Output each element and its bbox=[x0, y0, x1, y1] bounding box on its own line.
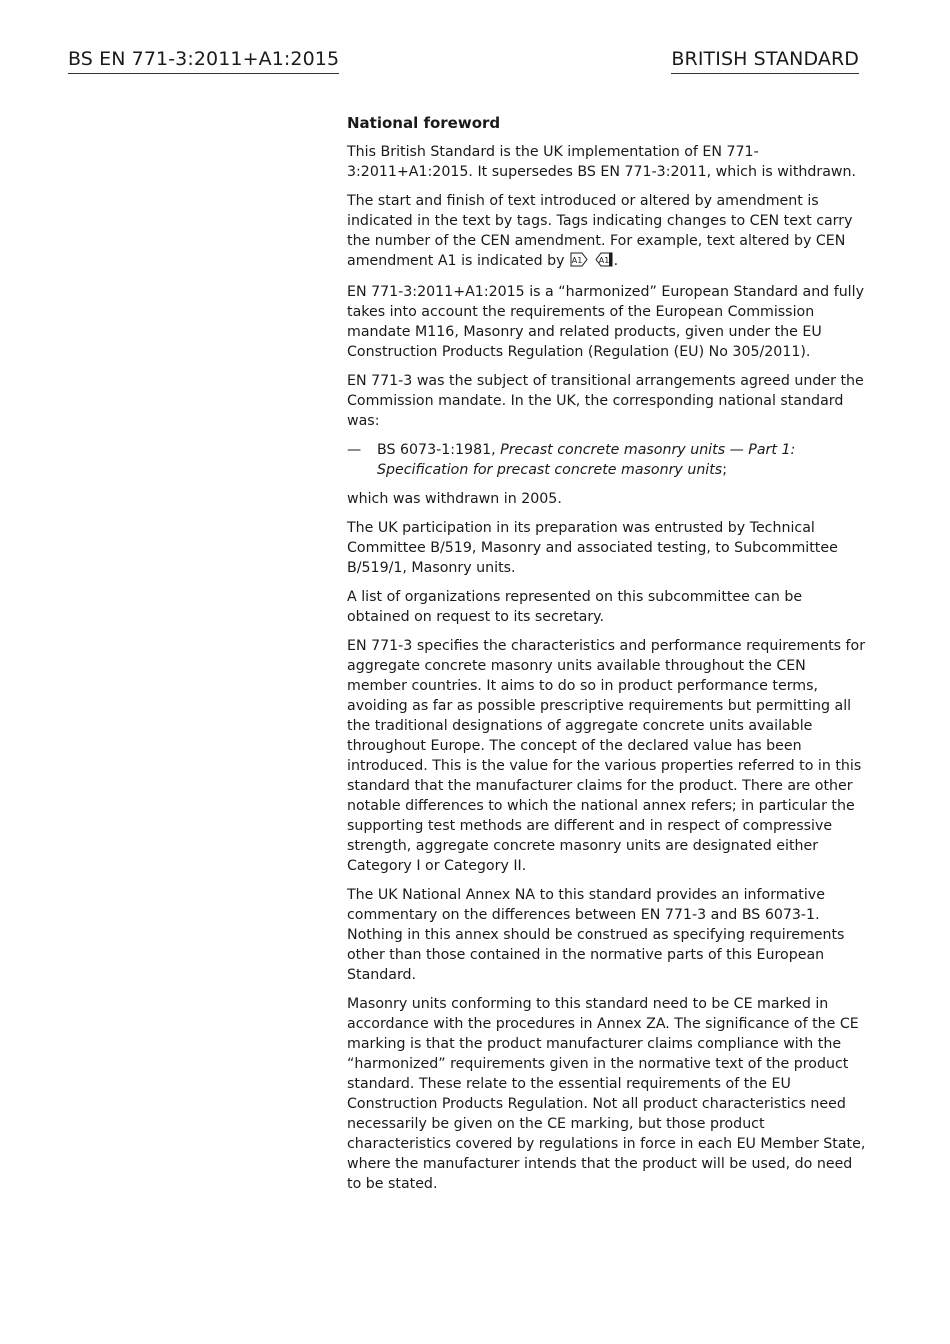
paragraph-national-annex: The UK National Annex NA to this standard provides an informative commentary on the differences between EN 771-3 and BS 6073-1. Nothing in this annex should be construed as specifying requirements other than those contained in the normative parts of this European Standard. bbox=[347, 887, 845, 983]
amendment-start-tag-icon bbox=[570, 252, 588, 273]
svg-text:A1: A1 bbox=[571, 256, 583, 265]
amendment-tags-end: . bbox=[613, 253, 619, 269]
svg-text:A1: A1 bbox=[598, 256, 609, 265]
paragraph-organizations: A list of organizations represented on this subcommittee can be obtained on request to its secretary. bbox=[347, 589, 803, 625]
paragraph-implementation: This British Standard is the UK implementation of EN 771-3:2011+A1:2015. It supersedes BS EN 771-3:2011, which is withdrawn. bbox=[347, 144, 857, 180]
foreword-title: National foreword bbox=[347, 114, 501, 132]
list-standard-title: Precast concrete masonry units — Part 1: Specification for precast concrete masonry units bbox=[377, 442, 796, 478]
header-document-id: BS EN 771-3:2011+A1:2015 bbox=[68, 46, 339, 74]
paragraph-participation: The UK participation in its preparation was entrusted by Technical Committee B/519, Masonry and associated testing, to Subcommittee B/519/1, Masonry units. bbox=[347, 520, 838, 576]
paragraph-amendment-tags bbox=[347, 191, 867, 273]
foreword-body bbox=[347, 113, 867, 1203]
list-reference: BS 6073-1:1981, bbox=[377, 442, 501, 458]
paragraph-specifications: EN 771-3 specifies the characteristics and performance requirements for aggregate concrete masonry units available throughout the CEN member countries. It aims to do so in product performance terms, avoiding as far as possible prescriptive requirements but permitting all the traditional designations of aggregate concrete units available throughout Europe. The concept of the declared value has been introduced. This is the value for the various properties referred to in this standard that the manufacturer claims for the product. There are other notable differences to which the national annex refers; in particular the supporting test methods are different and in respect of compressive strength, aggregate concrete masonry units are designated either Category I or Category II. bbox=[347, 638, 866, 874]
list-item-national-standard bbox=[347, 440, 867, 480]
amendment-tags-text: The start and finish of text introduced or altered by amendment is indicated in the text by tags. Tags indicating changes to CEN text carry the number of the CEN amendment. For example, text altered by CEN amendment A1 is indicated by bbox=[347, 193, 853, 269]
list-dash: — bbox=[347, 442, 362, 458]
header-series-title: BRITISH STANDARD bbox=[671, 46, 859, 74]
paragraph-ce-marking: Masonry units conforming to this standard need to be CE marked in accordance with the procedures in Annex ZA. The significance of the CE marking is that the product manufacturer claims compliance with the “harmonized” requirements given in the normative text of the product standard. These relate to the essential requirements of the EU Construction Products Regulation. Not all product characteristics need necessarily be given on the CE marking, but those product characteristics covered by regulations in force in each EU Member State, where the manufacturer intends that the product will be used, do need to be stated. bbox=[347, 996, 866, 1192]
paragraph-withdrawn: which was withdrawn in 2005. bbox=[347, 491, 562, 507]
amendment-end-tag-icon bbox=[595, 252, 613, 273]
paragraph-harmonized: EN 771-3:2011+A1:2015 is a “harmonized” European Standard and fully takes into account the requirements of the European Commission mandate M116, Masonry and related products, given under the EU Construction Products Regulation (Regulation (EU) No 305/2011). bbox=[347, 284, 864, 360]
paragraph-transitional: EN 771-3 was the subject of transitional arrangements agreed under the Commission mandate. In the UK, the corresponding national standard was: bbox=[347, 373, 864, 429]
list-end: ; bbox=[722, 462, 727, 478]
